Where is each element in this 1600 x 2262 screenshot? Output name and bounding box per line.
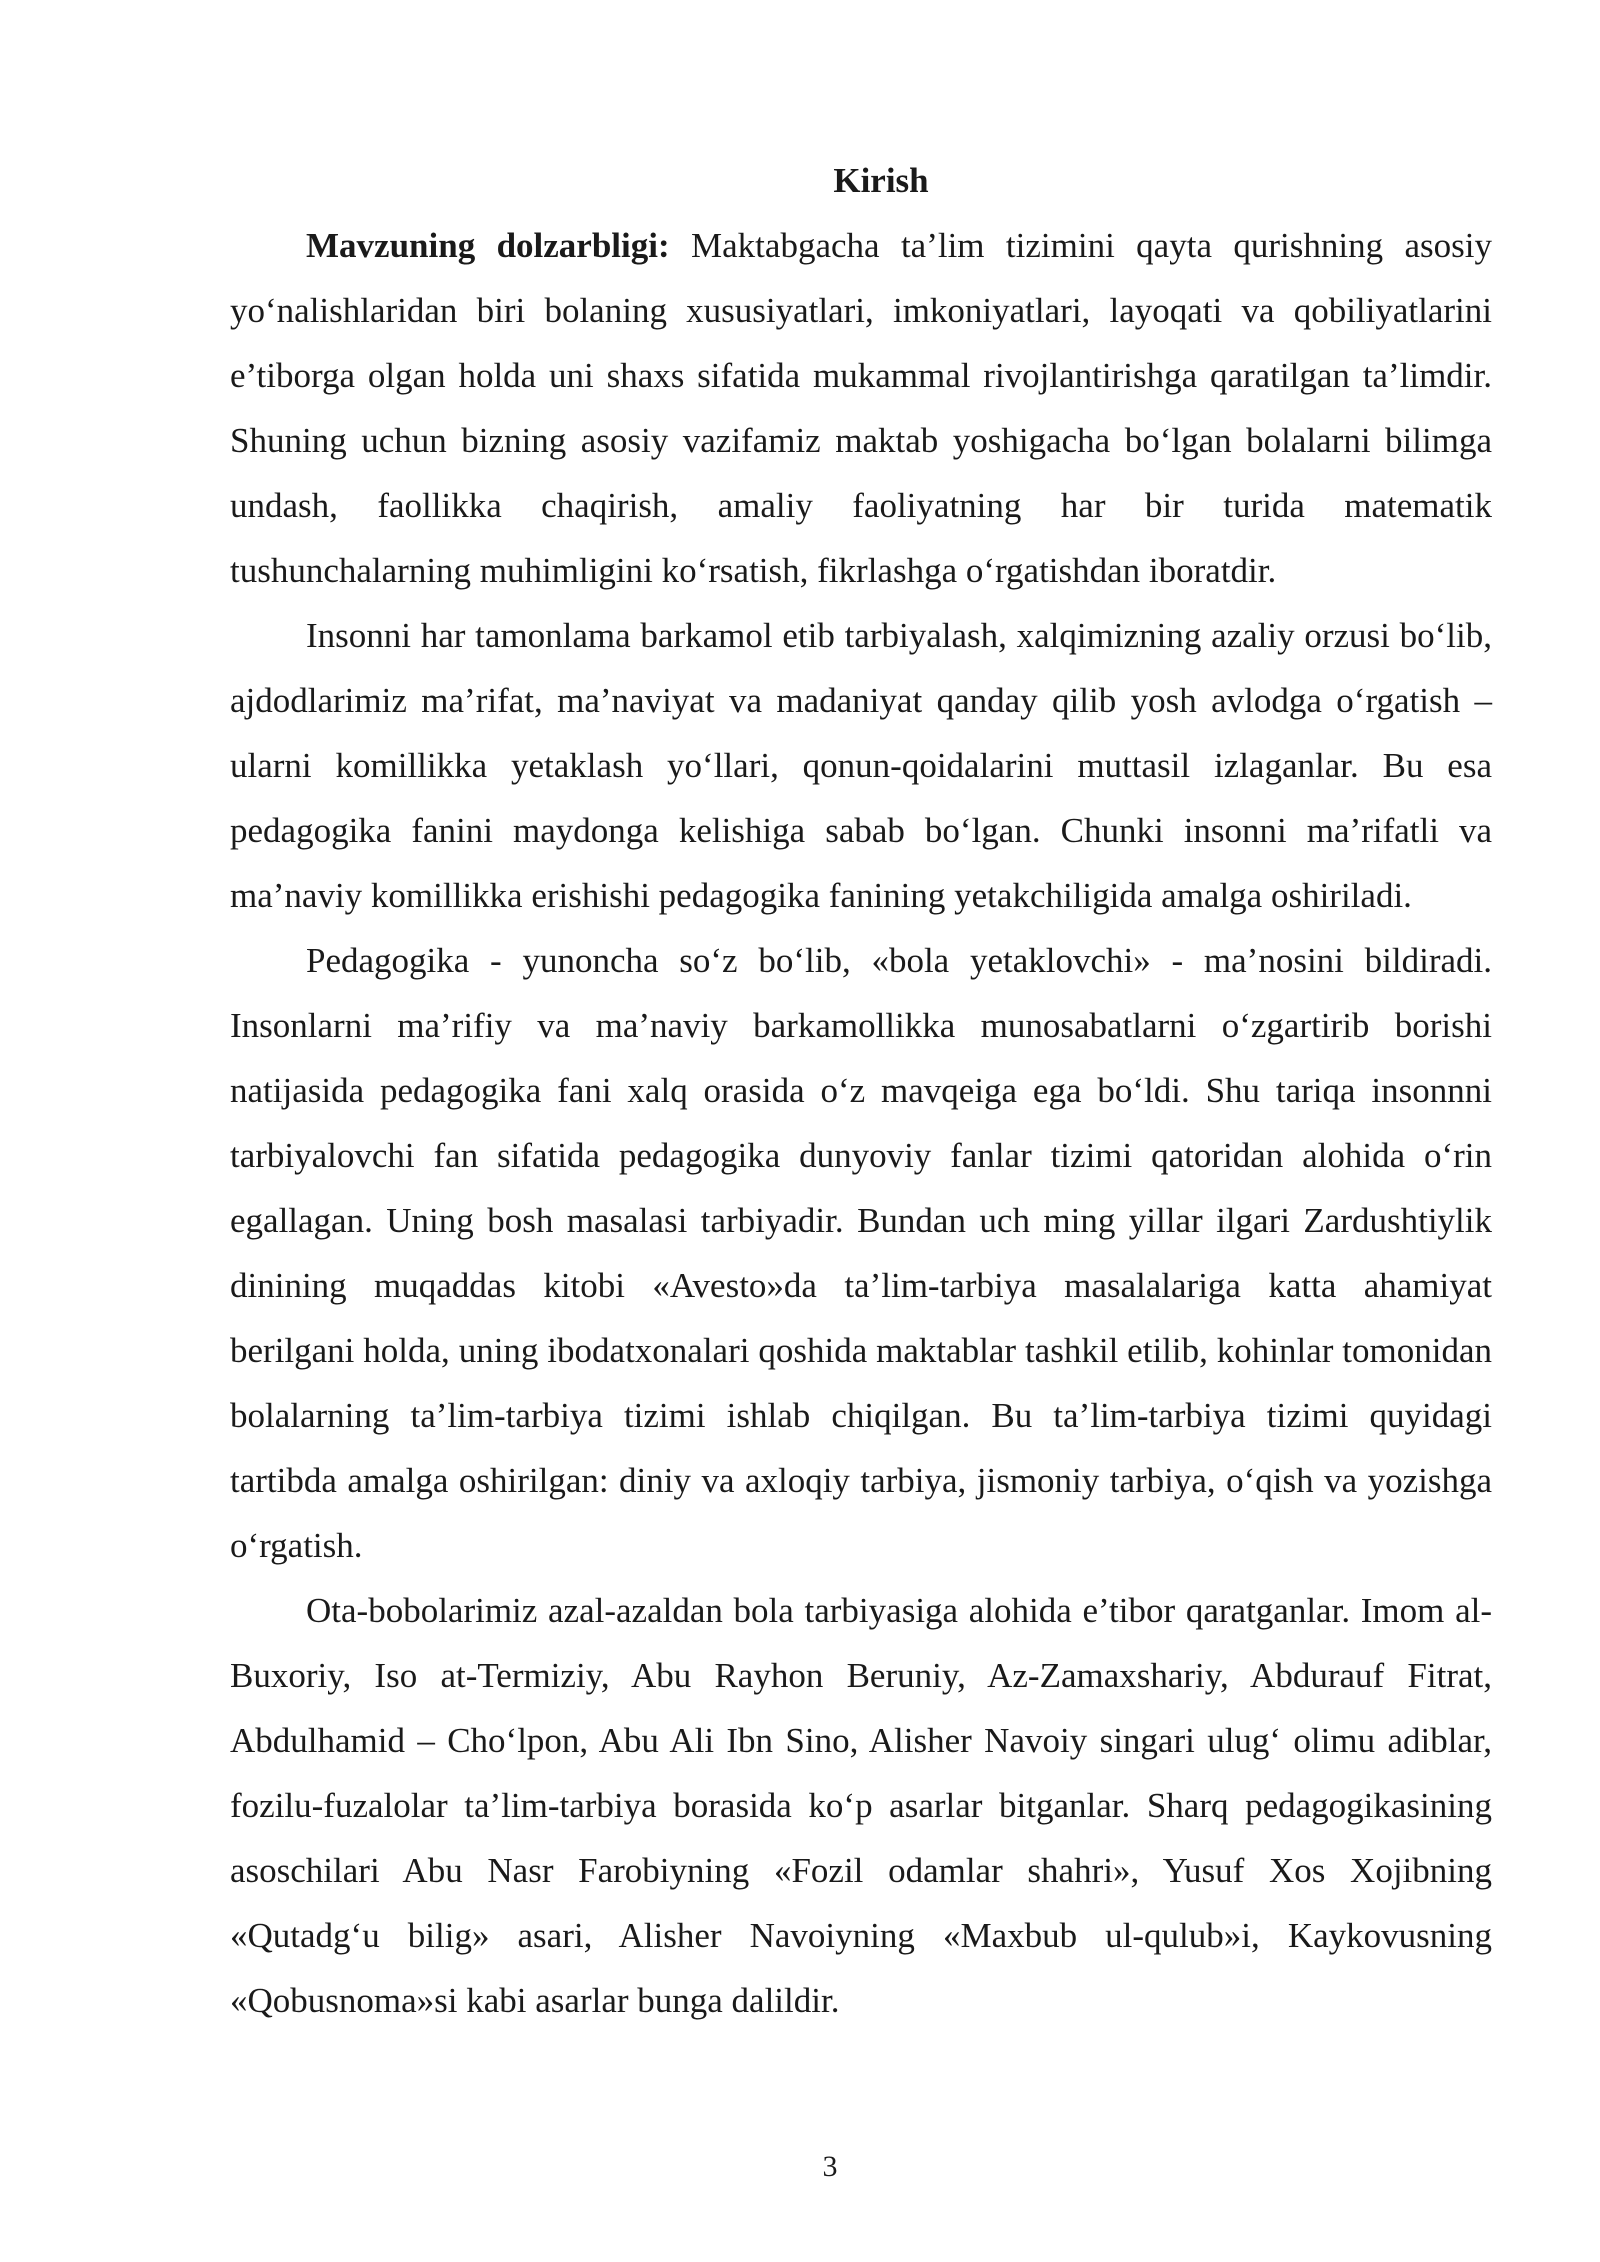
paragraph-relevance: [230, 213, 1492, 603]
document-title: Kirish: [833, 161, 929, 200]
paragraph-pedagogy: Pedagogika - yunoncha so‘z bo‘lib, «bola yetaklovchi» - ma’nosini bildiradi. Insonlarni ma’rifiy va ma’naviy barkamollikka munosabatlarni o‘zgartirib borishi natijasida pedagogika fani xalq orasida o‘z mavqeiga ega bo‘ldi. Shu tariqa insonnni tarbiyalovchi fan sifatida pedagogika dunyoviy fanlar tizimi qatoridan alohida o‘rin egallagan. Uning bosh masalasi tarbiyadir. Bundan uch ming yillar ilgari Zardushtiylik dinining muqaddas kitobi «Avesto»da ta’lim-tarbiya masalalariga katta ahamiyat berilgani holda, uning ibodatxonalari qoshida maktablar tashkil etilib, kohinlar tomonidan bolalarning ta’lim-tarbiya tizimi ishlab chiqilgan. Bu ta’lim-tarbiya tizimi quyidagi tartibda amalga oshirilgan: diniy va axloqiy tarbiya, jismoniy tarbiya, o‘qish va yozishga o‘rgatish.: [230, 941, 1492, 1565]
paragraph-ancestors: Ota-bobolarimiz azal-azaldan bola tarbiyasiga alohida e’tibor qaratganlar. Imom al-Buxoriy, Iso at-Termiziy, Abu Rayhon Beruniy, Az-Zamaxshariy, Abdurauf Fitrat, Abdulhamid – Cho‘lpon, Abu Ali Ibn Sino, Alisher Navoiy singari ulug‘ olimu adiblar, fozilu-fuzalolar ta’lim-tarbiya borasida ko‘p asarlar bitganlar. Sharq pedagogikasining asoschilari Abu Nasr Farobiyning «Fozil odamlar shahri», Yusuf Xos Xojibning «Qutadg‘u bilig» asari, Alisher Navoiyning «Maxbub ul-qulub»i, Kaykovusning «Qobusnoma»si kabi asarlar bunga dalildir.: [230, 1591, 1492, 2020]
document-page: [230, 148, 1492, 2033]
paragraph-upbringing: Insonni har tamonlama barkamol etib tarbiyalash, xalqimizning azaliy orzusi bo‘lib, ajdodlarimiz ma’rifat, ma’naviyat va madaniyat qanday qilib yosh avlodga o‘rgatish – ularni komillikka yetaklash yo‘llari, qonun-qoidalarini muttasil izlaganlar. Bu esa pedagogika fanini maydonga kelishiga sabab bo‘lgan. Chunki insonni ma’rifatli va ma’naviy komillikka erishishi pedagogika fanining yetakchiligida amalga oshiriladi.: [230, 616, 1492, 915]
paragraph-lead: Mavzuning dolzarbligi:: [306, 226, 670, 265]
paragraph-text: Maktabgacha ta’lim tizimini qayta qurishning asosiy yo‘nalishlaridan biri bolaning xususiyatlari, imkoniyatlari, layoqati va qobiliyatlarini e’tiborga olgan holda uni shaxs sifatida mukammal rivojlantirishga qaratilgan ta’limdir. Shuning uchun bizning asosiy vazifamiz maktab yoshigacha bo‘lgan bolalarni bilimga undash, faollikka chaqirish, amaliy faoliyatning har bir turida matematik tushunchalarning muhimligini ko‘rsatish, fikrlashga o‘rgatishdan iboratdir.: [230, 226, 1492, 590]
page-number: 3: [822, 2150, 838, 2183]
